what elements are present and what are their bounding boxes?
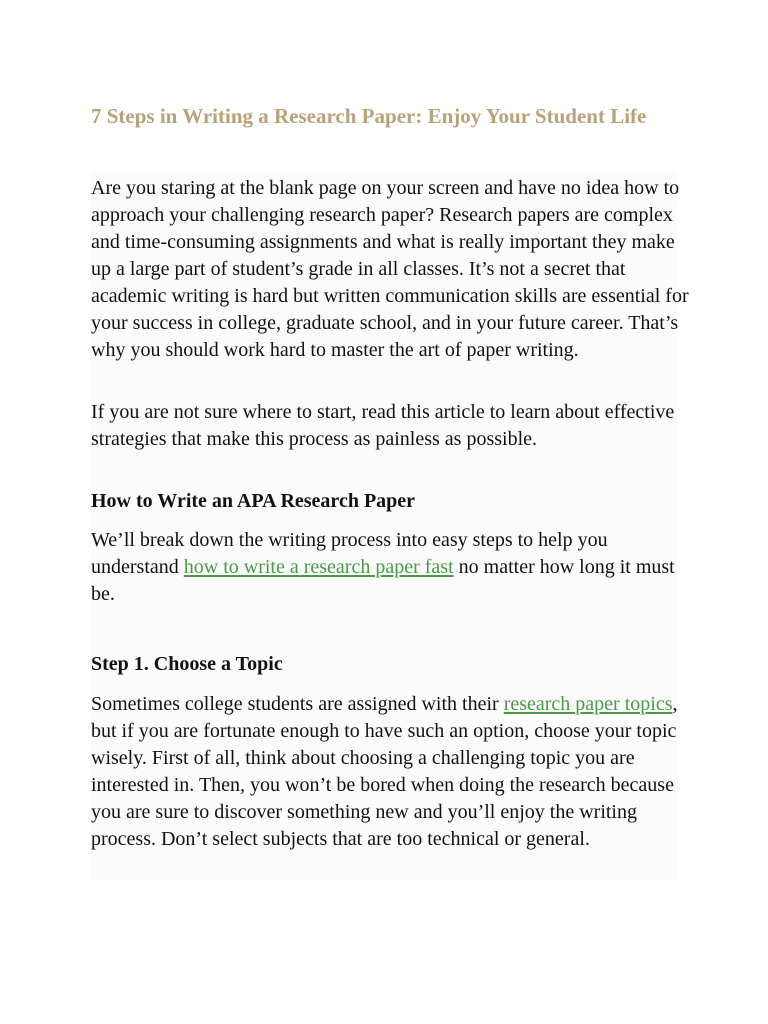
step1-paragraph (91, 691, 691, 853)
apa-text-after-link: no matter how long it must be. (91, 556, 675, 605)
second-paragraph: If you are not sure where to start, read this article to learn about effective strategies that make this process as painless as possible. (91, 401, 675, 450)
apa-text-before-link: We’ll break down the writing process into easy steps to help you understand (91, 529, 608, 578)
research-paper-topics-link[interactable]: research paper topics (503, 693, 673, 715)
step1-text-before-link: Sometimes college students are assigned with their (91, 693, 504, 715)
apa-section-paragraph (91, 527, 691, 608)
apa-section-heading: How to Write an APA Research Paper (91, 490, 416, 512)
step1-text-after-link: , but if you are fortunate enough to have such an option, choose your topic wisely. First of all, think about choosing a challenging topic you are interested in. Then, you won’t be bored when doing the research because you are sure to discover something new and you’ll enjoy the writing process. Don’t select subjects that are too technical or general. (91, 693, 678, 850)
intro-paragraph: Are you staring at the blank page on your screen and have no idea how to approach your challenging research paper? Research papers are complex and time-consuming assignments and what is really important they make up a large part of student’s grade in all classes. It’s not a secret that academic writing is hard but written communication skills are essential for your success in college, graduate school, and in your future career. That’s why you should work hard to master the art of paper writing. (91, 177, 689, 361)
step1-heading: Step 1. Choose a Topic (91, 653, 283, 675)
write-research-paper-fast-link[interactable]: how to write a research paper fast (183, 556, 454, 578)
article-title: 7 Steps in Writing a Research Paper: Enjoy Your Student Life (91, 104, 647, 128)
